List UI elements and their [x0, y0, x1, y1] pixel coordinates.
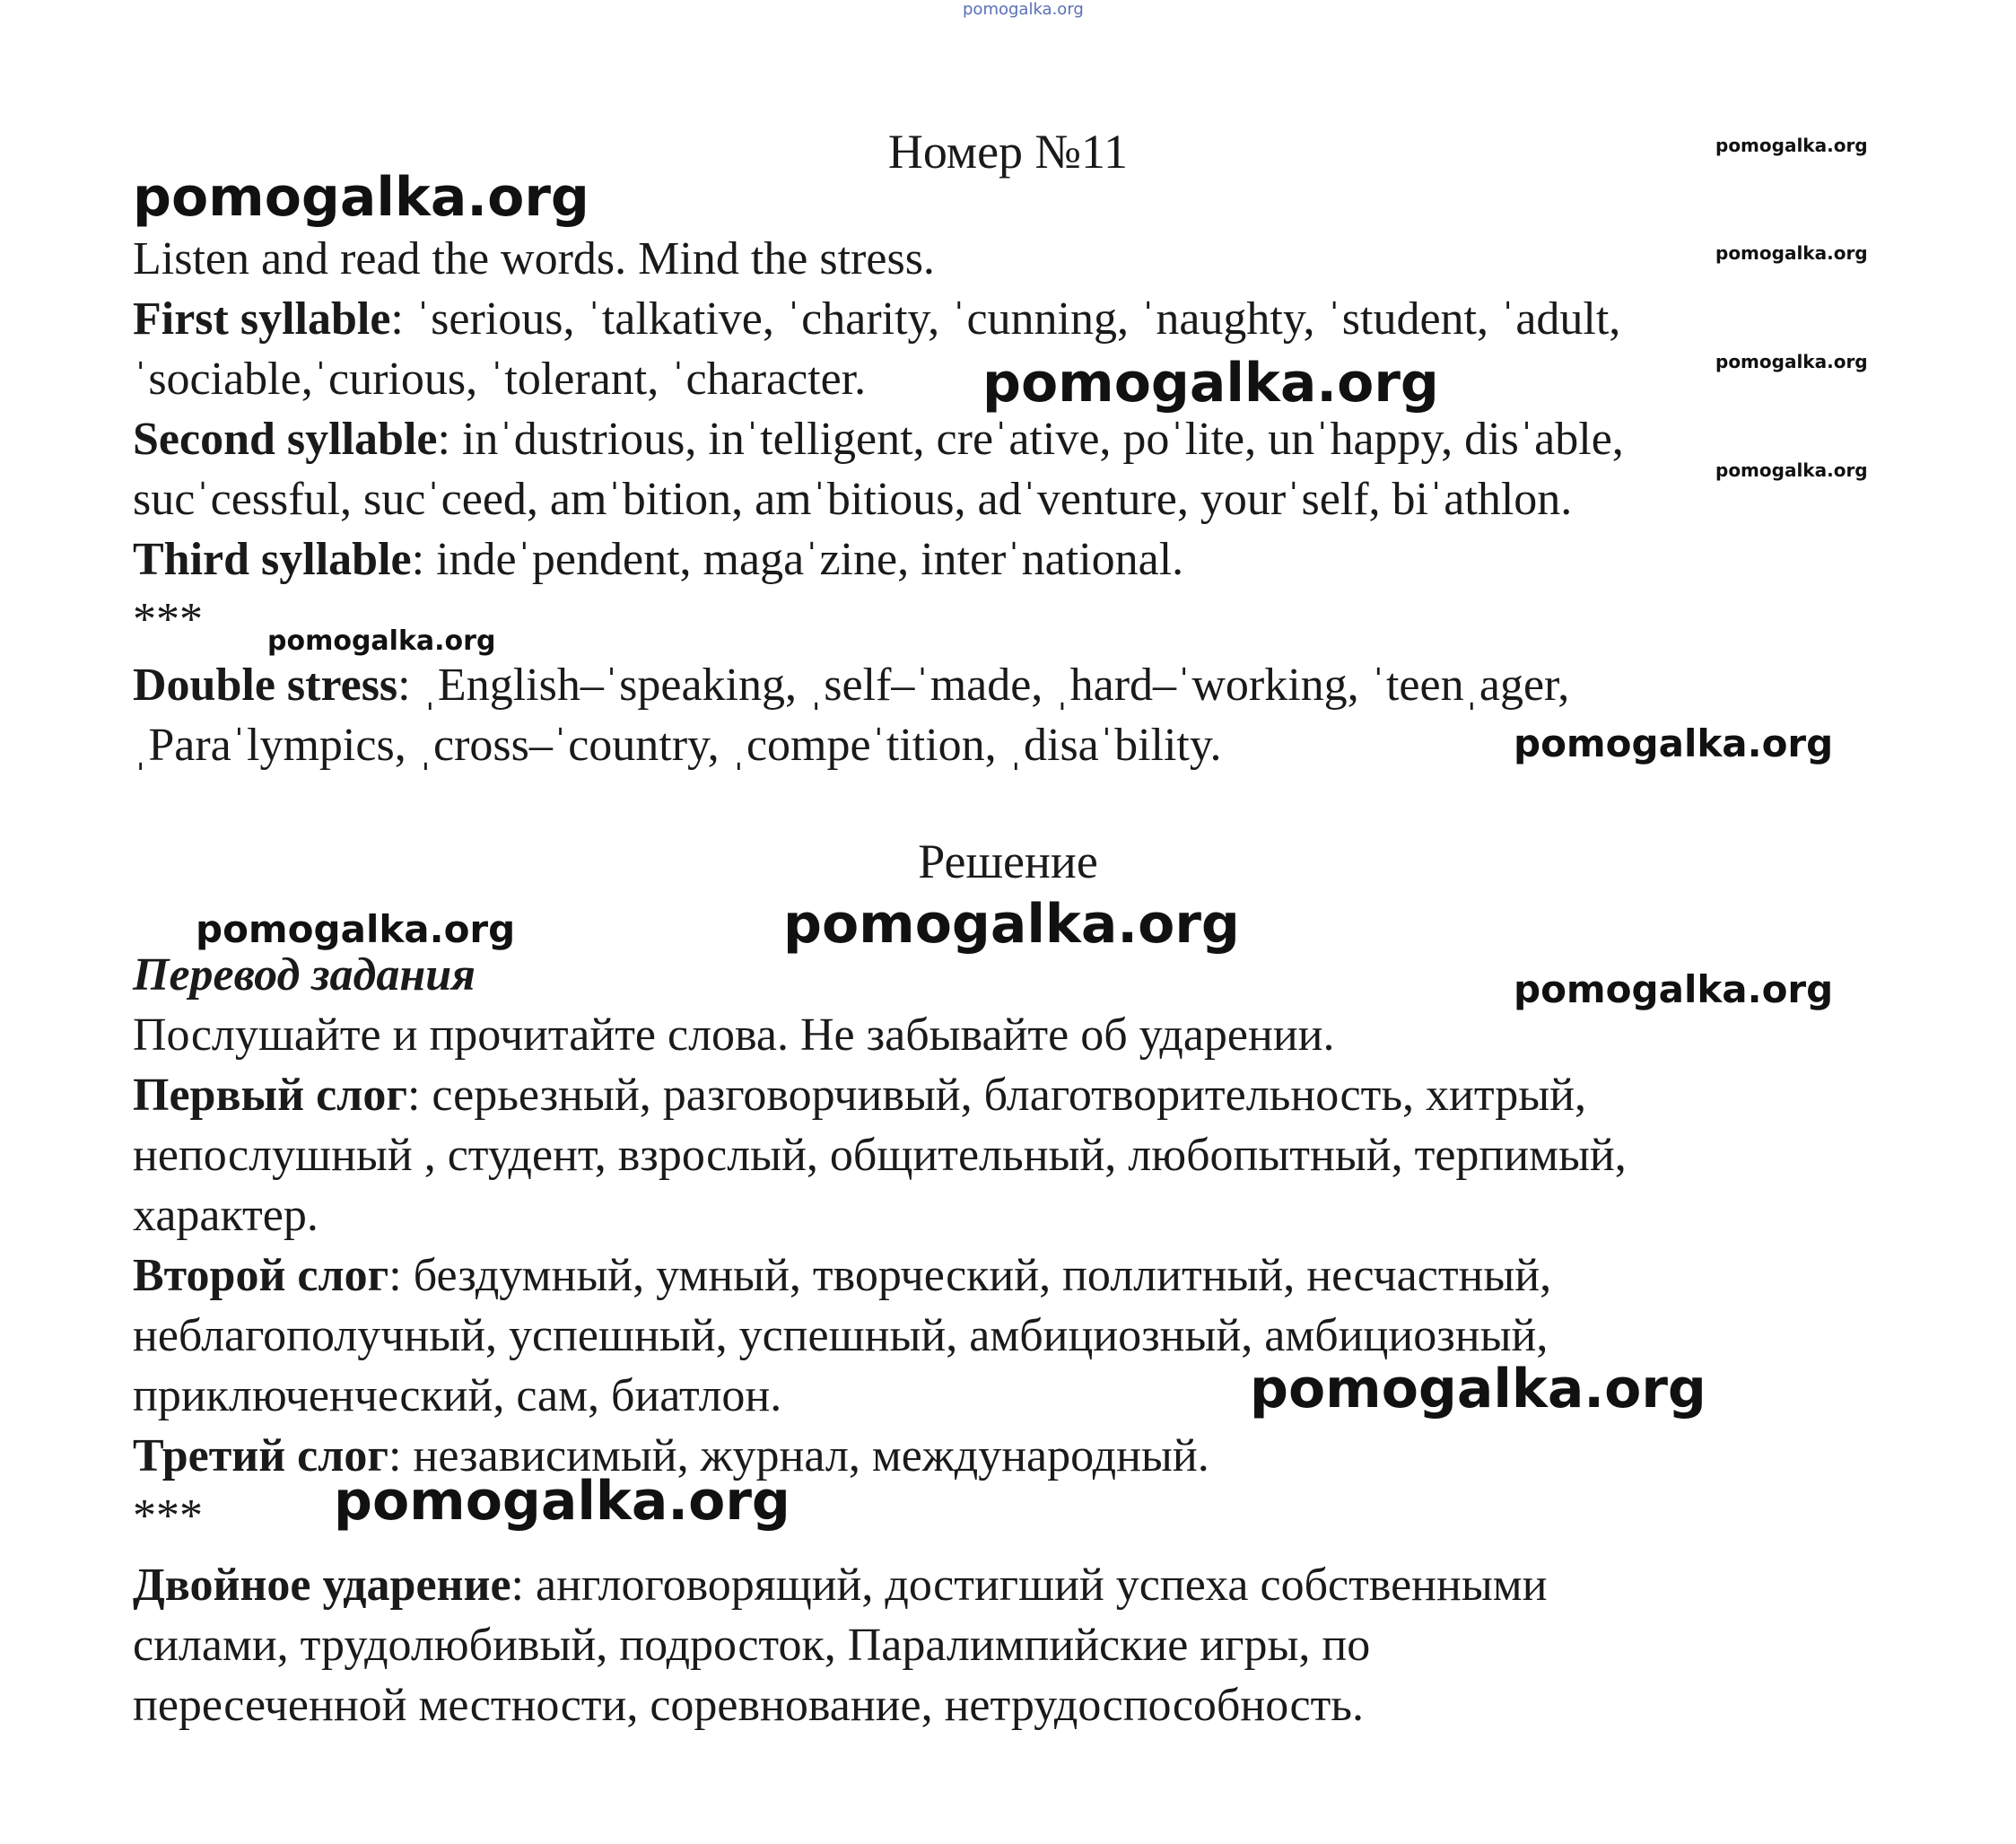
second-syllable-line	[133, 409, 1891, 469]
double-stress-line	[133, 655, 1891, 715]
third-syllable-label: Third syllable	[133, 534, 412, 585]
second-syllable-ru-label: Второй слог	[133, 1250, 389, 1301]
watermark: pomogalka.org	[133, 166, 589, 229]
third-syllable-line	[133, 529, 1891, 590]
watermark: pomogalka.org	[196, 907, 516, 951]
second-syllable-label: Second syllable	[133, 414, 438, 465]
watermark: pomogalka.org	[1715, 459, 1868, 481]
task-block	[133, 229, 1891, 775]
first-syllable-ru-line-2: непослушный , студент, взрослый, общительный, любопытный, терпимый,	[133, 1130, 1627, 1181]
second-syllable-words: : inˈdustrious, inˈtelligent, creˈative, poˈlite, unˈhappy, disˈable,	[437, 414, 1624, 465]
third-syllable-ru-words: : независимый, журнал, международный.	[388, 1430, 1209, 1481]
watermark: pomogalka.org	[1250, 1358, 1706, 1420]
separator-ru: ***	[133, 1490, 203, 1542]
watermark: pomogalka.org	[783, 893, 1240, 956]
double-stress-ru-words: : англоговорящий, достигший успеха собственными	[511, 1560, 1548, 1611]
watermark: pomogalka.org	[334, 1470, 790, 1533]
second-syllable-ru-line	[133, 1245, 1891, 1306]
task-instruction: Listen and read the words. Mind the stress.	[133, 233, 935, 284]
solution-instruction: Послушайте и прочитайте слова. Не забывайте об ударении.	[133, 1009, 1335, 1061]
watermark: pomogalka.org	[1514, 967, 1834, 1011]
watermark: pomogalka.org	[1514, 721, 1834, 765]
separator: ***	[133, 594, 203, 645]
double-stress-line-2: ˌParaˈlympics, ˌcross–ˈcountry, ˌcompeˈtition, ˌdisaˈbility.	[133, 720, 1222, 771]
watermark: pomogalka.org	[1715, 135, 1868, 156]
first-syllable-ru-label: Первый слог	[133, 1070, 407, 1121]
double-stress-ru-line-2: силами, трудолюбивый, подросток, Паралимпийские игры, по	[133, 1620, 1371, 1671]
first-syllable-words: : ˈserious, ˈtalkative, ˈcharity, ˈcunning, ˈnaughty, ˈstudent, ˈadult,	[390, 293, 1621, 345]
second-syllable-ru-words: : бездумный, умный, творческий, поллитный, несчастный,	[388, 1250, 1552, 1301]
first-syllable-ru-line	[133, 1065, 1891, 1125]
double-stress-ru-line	[133, 1555, 1891, 1615]
watermark: pomogalka.org	[982, 352, 1439, 415]
watermark-top: pomogalka.org	[963, 0, 1084, 19]
double-stress-ru-label: Двойное ударение	[133, 1560, 511, 1611]
second-syllable-line-2: sucˈcessful, sucˈceed, amˈbition, amˈbitious, adˈventure, yourˈself, biˈathlon.	[133, 474, 1573, 525]
solution-title: Решение	[918, 835, 1098, 888]
first-syllable-ru-line-3: характер.	[133, 1190, 319, 1241]
first-syllable-label: First syllable	[133, 293, 391, 345]
first-syllable-line	[133, 289, 1891, 349]
second-syllable-ru-line-2: неблагополучный, успешный, успешный, амбициозный, амбициозный,	[133, 1310, 1549, 1361]
third-syllable-words: : indeˈpendent, magaˈzine, interˈnational.	[411, 534, 1184, 585]
watermark: pomogalka.org	[267, 625, 496, 657]
double-stress-ru-line-3: пересеченной местности, соревнование, нетрудоспособность.	[133, 1680, 1365, 1731]
translation-heading: Перевод задания	[133, 949, 476, 1001]
third-syllable-ru-line	[133, 1426, 1891, 1486]
second-syllable-ru-line-3: приключенческий, сам, биатлон.	[133, 1370, 782, 1421]
page-title: Номер №11	[887, 125, 1129, 179]
first-syllable-line-2: ˈsociable,ˈcurious, ˈtolerant, ˈcharacter.	[133, 354, 867, 405]
watermark: pomogalka.org	[1715, 242, 1868, 264]
solution-block	[133, 945, 1891, 1735]
third-syllable-ru-label: Третий слог	[133, 1430, 389, 1481]
double-stress-label: Double stress	[133, 660, 398, 711]
watermark: pomogalka.org	[1715, 351, 1868, 372]
first-syllable-ru-words: : серьезный, разговорчивый, благотворительность, хитрый,	[406, 1070, 1586, 1121]
double-stress-words: : ˌEnglish–ˈspeaking, ˌself–ˈmade, ˌhard–ˈworking, ˈteenˌager,	[397, 660, 1570, 711]
